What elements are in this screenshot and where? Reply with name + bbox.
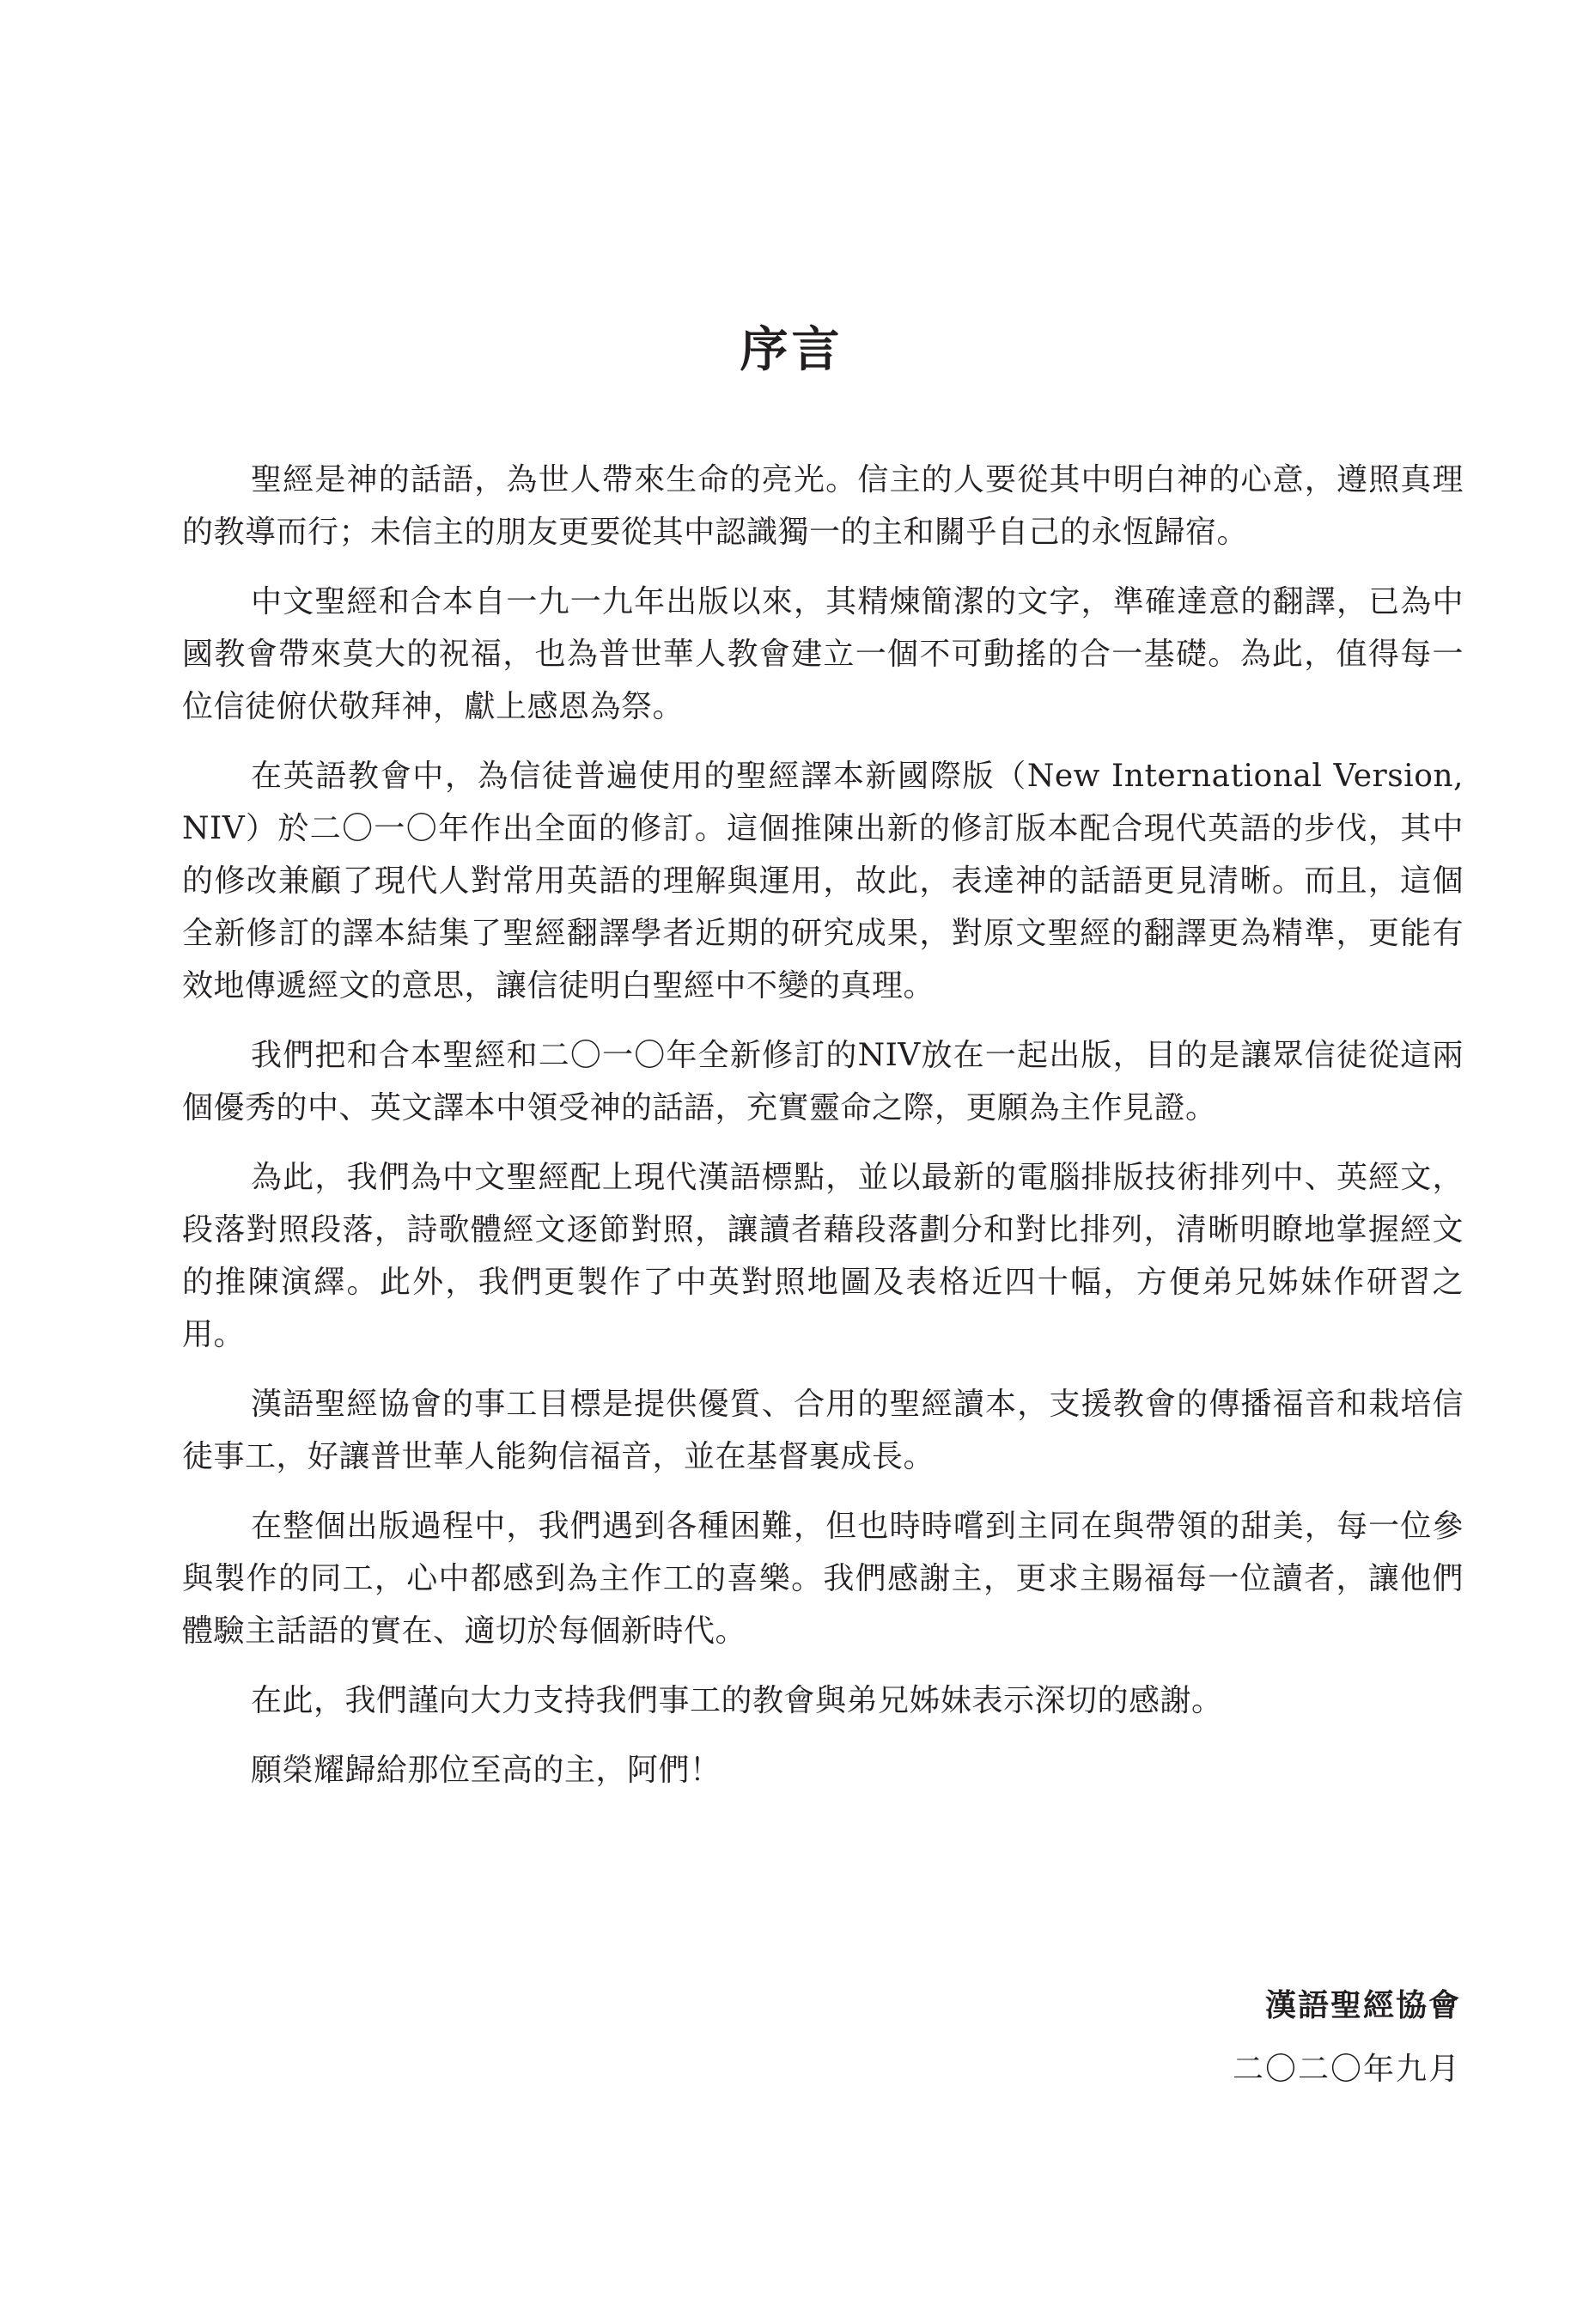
date-line: 二〇二〇年九月 (1232, 2052, 1461, 2087)
paragraph: 在此，我們謹向大力支持我們事工的教會與弟兄姊妹表示深切的感謝。 (251, 1683, 1223, 1718)
paragraph: 在英語教會中，為信徒普遍使用的聖經譯本新國際版（New International Version, NIV）於二〇一〇年作出全面的修訂。這個推陳出新的修訂版本配合現代英語的步伐，其中的修改兼顧了現代人對常用英語的理解與運用，故此，表達神的話語更見清晰。而且，這個全新修訂的譯本結集了聖經翻譯學者近期的研究成果，對原文聖經的翻譯更為精準，更能有效地傳遞經文的意思，讓信徒明白聖經中不變的真理。 (182, 759, 1464, 1003)
paragraph: 聖經是神的話語，為世人帶來生命的亮光。信主的人要從其中明白神的心意，遵照真理的教導而行；未信主的朋友更要從其中認識獨一的主和關乎自己的永恆歸宿。 (182, 462, 1464, 550)
paragraph: 在整個出版過程中，我們遇到各種困難，但也時時嚐到主同在與帶領的甜美，每一位參與製作的同工，心中都感到為主作工的喜樂。我們感謝主，更求主賜福每一位讀者，讓他們體驗主話語的實在、適切於每個新時代。 (182, 1509, 1464, 1649)
paragraph: 中文聖經和合本自一九一九年出版以來，其精煉簡潔的文字，準確達意的翻譯，已為中國教會帶來莫大的祝福，也為普世華人教會建立一個不可動搖的合一基礎。為此，值得每一位信徒俯伏敬拜神，獻上感恩為祭。 (182, 584, 1464, 724)
paragraph: 為此，我們為中文聖經配上現代漢語標點，並以最新的電腦排版技術排列中、英經文，段落對照段落，詩歌體經文逐節對照，讓讀者藉段落劃分和對比排列，清晰明瞭地掌握經文的推陳演繹。此外，我們更製作了中英對照地圖及表格近四十幅，方便弟兄姊妹作研習之用。 (182, 1160, 1464, 1352)
paragraph: 漢語聖經協會的事工目標是提供優質、合用的聖經讀本，支援教會的傳播福音和栽培信徒事工，好讓普世華人能夠信福音，並在基督裏成長。 (182, 1387, 1464, 1474)
signoff (1233, 1980, 1461, 2095)
preface-body (182, 454, 1464, 1814)
organization-name: 漢語聖經協會 (1264, 1988, 1461, 2023)
paragraph: 願榮耀歸給那位至高的主，阿們！ (251, 1753, 721, 1788)
paragraph: 我們把和合本聖經和二〇一〇年全新修訂的NIV放在一起出版，目的是讓眾信徒從這兩個優秀的中、英文譯本中領受神的話語，充實靈命之際，更願為主作見證。 (182, 1038, 1464, 1125)
page-title: 序言 (740, 322, 843, 378)
